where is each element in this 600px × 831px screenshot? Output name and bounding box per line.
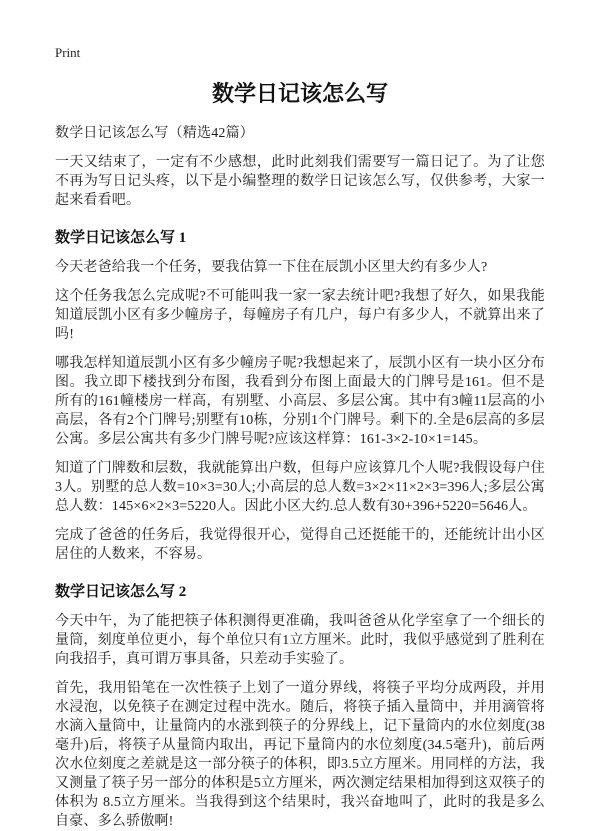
intro-paragraph: 一天又结束了，一定有不少感想，此时此刻我们需要写一篇日记了。为了让您不再为写日记头疼，以下是小编整理的数学日记该怎么写，仅供参考，大家一起来看看吧。 <box>55 155 545 208</box>
print-link[interactable]: Print <box>55 45 81 60</box>
section-1-paragraph-4: 知道了门牌数和层数，我就能算出户数，但每户应该算几个人呢?我假设每户住3人。别墅的总人数=10×3=30人;小高层的总人数=3×2×11×2×3=396人;多层公寓总人数：145×6×2×3=5220人。因此小区大约.总人数有30+396+5220=5646人。 <box>55 461 545 514</box>
section-2-heading: 数学日记该怎么写 2 <box>55 584 187 600</box>
page-title: 数学日记该怎么写 <box>211 81 388 106</box>
section-1-paragraph-1: 今天老爸给我一个任务，要我估算一下住在辰凯小区里大约有多少人? <box>55 260 488 275</box>
subtitle: 数学日记该怎么写（精选42篇） <box>55 126 254 141</box>
section-1-paragraph-5: 完成了爸爸的任务后，我觉得很开心，觉得自己还挺能干的，还能统计出小区居住的人数来，不容易。 <box>55 528 545 562</box>
section-2-paragraph-1: 今天中午，为了能把筷子体积测得更准确，我叫爸爸从化学室拿了一个细长的量筒，刻度单位更小，每个单位只有1立方厘米。此时，我似乎感觉到了胜利在向我招手，真可谓万事具备，只差动手实验了。 <box>55 614 545 667</box>
section-2-paragraph-2: 首先，我用铅笔在一次性筷子上划了一道分界线，将筷子平均分成两段，并用水浸泡，以免筷子在测定过程中洗水。随后，将筷子插入量筒中，并用滴管将水滴入量筒中，让量筒内的水涨到筷子的分界线上，记下量筒内的水位刻度(38毫升)后，将筷子从量筒内取出，再记下量筒内的水位刻度(34.5毫升)，前后两次水位刻度之差就是这一部分筷子的体积，即3.5立方厘米。用同样的方法，我又测量了筷子另一部分的体积是5立方厘米，两次测定结果相加得到这双筷子的体积为 8.5立方厘米。当我得到这个结果时，我兴奋地叫了，此时的我是多么自豪、多么骄傲啊! <box>55 681 545 829</box>
section-1-heading: 数学日记该怎么写 1 <box>55 230 187 246</box>
section-1-paragraph-3: 哪我怎样知道辰凯小区有多少幢房子呢?我想起来了，辰凯小区有一块小区分布图。我立即下楼找到分布图，我看到分布图上面最大的门牌号是161。但不是所有的161幢楼房一样高，有别墅、小高层、多层公寓。其中有3幢11层高的小高层，各有2个门牌号;别墅有10栋，分别1个门牌号。剩下的.全是6层高的多层公寓。多层公寓共有多少门牌号呢?应该这样算：161-3×2-10×1=145。 <box>55 356 545 447</box>
section-1-paragraph-2: 这个任务我怎么完成呢?不可能叫我一家一家去统计吧?我想了好久，如果我能知道辰凯小区有多少幢房子，每幢房子有几户，每户有多少人，不就算出来了吗! <box>55 289 545 342</box>
